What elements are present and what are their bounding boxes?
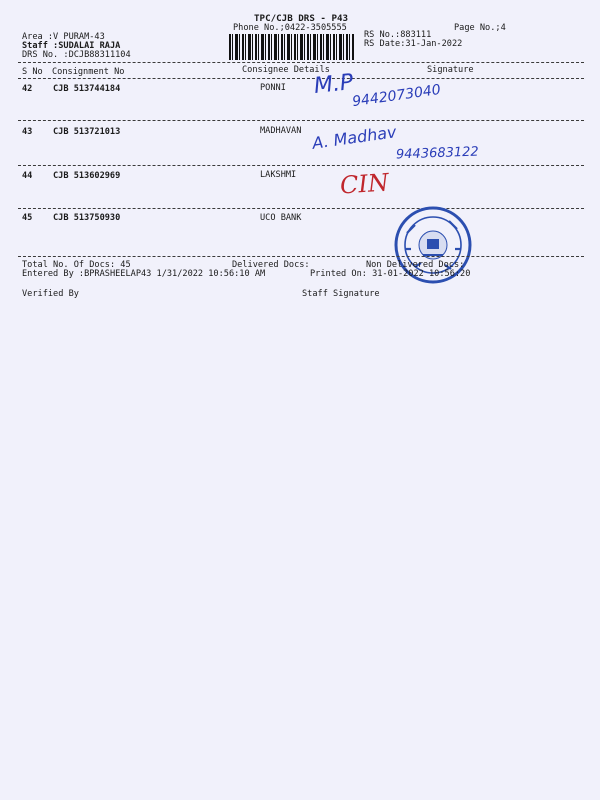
page-number: Page No.;4 <box>454 23 506 33</box>
col-signature: Signature <box>427 65 474 75</box>
divider <box>18 256 584 257</box>
entered-by: Entered By :BPRASHEELAP43 1/31/2022 10:56:10 AM <box>22 269 266 279</box>
divider <box>18 120 584 121</box>
row-consignee: PONNI <box>260 83 286 93</box>
handwritten-phone: 9443683122 <box>395 144 479 163</box>
handwritten-mark: CIN <box>339 168 390 200</box>
verified-by: Verified By <box>22 289 79 299</box>
rs-date: RS Date:31-Jan-2022 <box>364 39 463 49</box>
row-consignment: CJB 513721013 <box>53 127 121 137</box>
col-sno: S No <box>22 67 43 77</box>
divider <box>18 165 584 166</box>
handwritten-signature: A. Madhav <box>311 122 398 153</box>
page-title: TPC/CJB DRS - P43 <box>254 13 349 24</box>
staff-name: Staff :SUDALAI RAJA <box>22 41 121 51</box>
row-consignment: CJB 513602969 <box>53 171 121 181</box>
handwritten-phone: 9442073040 <box>351 81 442 111</box>
area: Area :V PURAM-43 <box>22 32 105 42</box>
col-consignee: Consignee Details <box>242 65 330 75</box>
barcode <box>229 34 354 60</box>
row-consignee: UCO BANK <box>260 213 302 223</box>
divider <box>18 208 584 209</box>
row-consignee: LAKSHMI <box>260 170 297 180</box>
divider <box>18 78 584 79</box>
row-consignment: CJB 513744184 <box>53 84 121 94</box>
drs-number: DRS No. :DCJB88311104 <box>22 50 131 60</box>
staff-signature: Staff Signature <box>302 289 380 299</box>
row-sno: 43 <box>22 127 33 137</box>
row-sno: 44 <box>22 171 33 181</box>
divider <box>18 62 584 63</box>
row-consignee: MADHAVAN <box>260 126 302 136</box>
non-delivered-docs: Non Delivered Docs: <box>366 260 465 270</box>
total-docs: Total No. Of Docs: 45 <box>22 260 131 270</box>
row-consignment: CJB 513750930 <box>53 213 121 223</box>
delivered-docs: Delivered Docs: <box>232 260 310 270</box>
phone-number: Phone No.;0422-3505555 <box>233 23 347 33</box>
row-sno: 45 <box>22 213 33 223</box>
rs-number: RS No.:883111 <box>364 30 432 40</box>
handwritten-signature: M.P <box>312 70 355 99</box>
row-sno: 42 <box>22 84 33 94</box>
col-consignment: Consignment No <box>52 67 125 77</box>
printed-on: Printed On: 31-01-2022 10:56:20 <box>310 269 471 279</box>
